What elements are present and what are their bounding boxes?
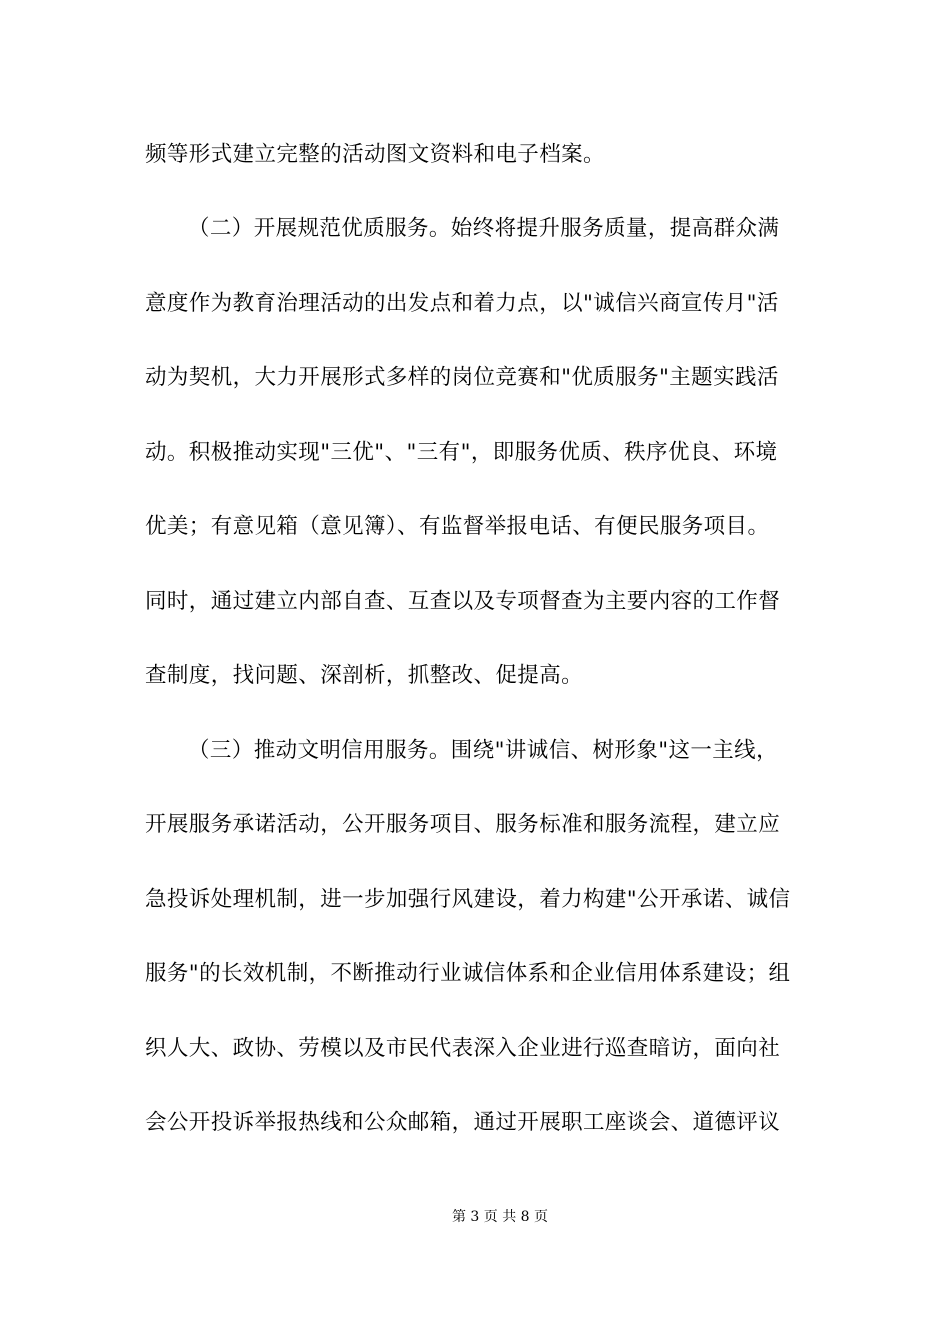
text-line-12: 服务"的长效机制，不断推动行业诚信体系和企业信用体系建设；组 <box>145 961 791 986</box>
text-line-5: 动。积极推动实现"三优"、"三有"，即服务优质、秩序优良、环境 <box>145 440 778 465</box>
text-line-8: 查制度，找问题、深剖析，抓整改、促提高。 <box>145 663 584 688</box>
text-line-11: 急投诉处理机制，进一步加强行风建设，着力构建"公开承诺、诚信 <box>145 887 791 912</box>
text-line-4: 动为契机，大力开展形式多样的岗位竞赛和"优质服务"主题实践活 <box>145 365 779 390</box>
text-line-13: 织人大、政协、劳模以及市民代表深入企业进行巡查暗访，面向社 <box>145 1036 781 1061</box>
text-line-2: （二）开展规范优质服务。始终将提升服务质量，提高群众满 <box>188 216 780 241</box>
text-line-1: 频等形式建立完整的活动图文资料和电子档案。 <box>145 142 605 167</box>
text-line-6: 优美；有意见箱（意见簿）、有监督举报电话、有便民服务项目。 <box>145 514 770 539</box>
text-line-9: （三）推动文明信用服务。围绕"讲诚信、树形象"这一主线， <box>188 738 778 763</box>
text-line-14: 会公开投诉举报热线和公众邮箱，通过开展职工座谈会、道德评议 <box>145 1110 781 1135</box>
text-line-3: 意度作为教育治理活动的出发点和着力点，以"诚信兴商宣传月"活 <box>145 291 779 316</box>
text-line-10: 开展服务承诺活动，公开服务项目、服务标准和服务流程，建立应 <box>145 812 781 837</box>
text-line-7: 同时，通过建立内部自查、互查以及专项督查为主要内容的工作督 <box>145 589 781 614</box>
page-number-footer: 第 3 页 共 8 页 <box>451 1209 549 1225</box>
